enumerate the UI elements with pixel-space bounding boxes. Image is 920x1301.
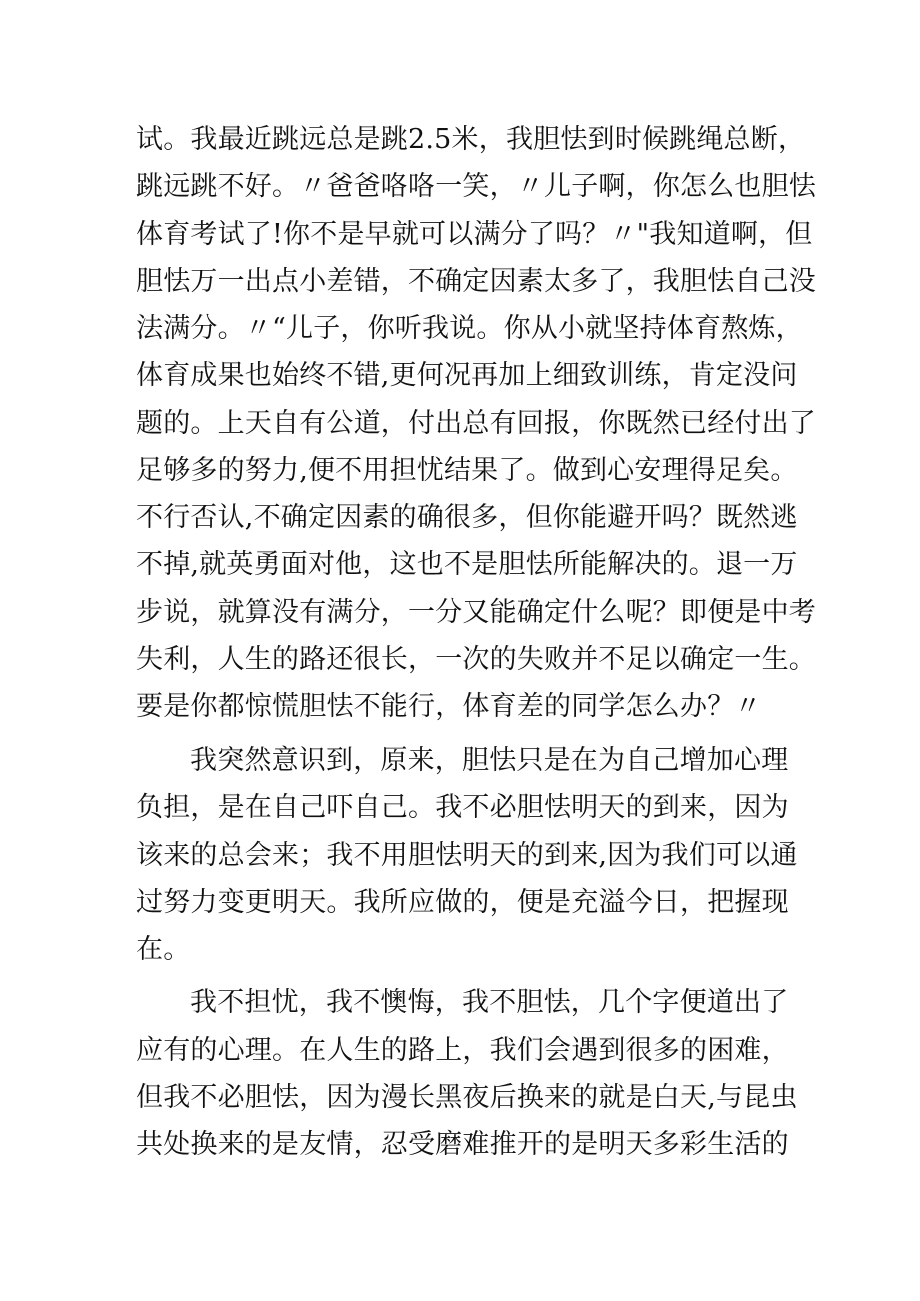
text-line: 体育考试了!你不是早就可以满分了吗？〃"我知道啊，但 — [136, 219, 813, 250]
text-line: 法满分。〃“儿子，你听我说。你从小就坚持体育熬炼， — [136, 313, 803, 344]
text-line: 但我不必胆怯，因为漫长黑夜后换来的就是白天,与昆虫 — [136, 1082, 798, 1113]
text-line: 失利，人生的路还很长，一次的失败并不足以确定一生。 — [136, 644, 816, 675]
text-line: 该来的总会来；我不用胆怯明天的到来,因为我们可以通 — [136, 840, 798, 871]
text-line: 题的。上天自有公道，付出总有回报，你既然已经付出了 — [136, 408, 816, 439]
text-line: 试。我最近跳远总是跳2.5米，我胆怯到时候跳绳总断， — [136, 124, 806, 155]
paragraph-first-line: 我突然意识到，原来，胆怯只是在为自己增加心理 — [190, 745, 789, 776]
text-line: 在。 — [136, 934, 191, 965]
text-line: 跳远跳不好。〃爸爸咯咯一笑，〃儿子啊，你怎么也胆怯 — [136, 171, 816, 202]
text-line: 共处换来的是友情，忍受磨难推开的是明天多彩生活的 — [136, 1129, 789, 1160]
text-line: 不行否认,不确定因素的确很多，但你能避开吗？既然逃 — [136, 502, 798, 533]
text-line: 负担，是在自己吓自己。我不必胆怯明天的到来，因为 — [136, 792, 789, 823]
text-line: 要是你都惊慌胆怯不能行，体育差的同学怎么办？〃 — [136, 691, 762, 722]
text-line: 体育成果也始终不错,更何况再加上细致训练，肯定没问 — [136, 360, 798, 391]
text-line: 足够多的努力,便不用担忧结果了。做到心安理得足矣。 — [136, 455, 798, 486]
paragraph-first-line: 我不担忧，我不懊悔，我不胆怯，几个字便道出了 — [190, 987, 789, 1018]
text-line: 胆怯万一出点小差错，不确定因素太多了，我胆怯自己没 — [136, 266, 816, 297]
text-line: 步说，就算没有满分，一分又能确定什么呢？即便是中考 — [136, 597, 816, 628]
text-line: 过努力变更明天。我所应做的，便是充溢今日，把握现 — [136, 887, 789, 918]
text-line: 应有的心理。在人生的路上，我们会遇到很多的困难， — [136, 1035, 789, 1066]
text-line: 不掉,就英勇面对他，这也不是胆怯所能解决的。退一万 — [136, 549, 798, 580]
